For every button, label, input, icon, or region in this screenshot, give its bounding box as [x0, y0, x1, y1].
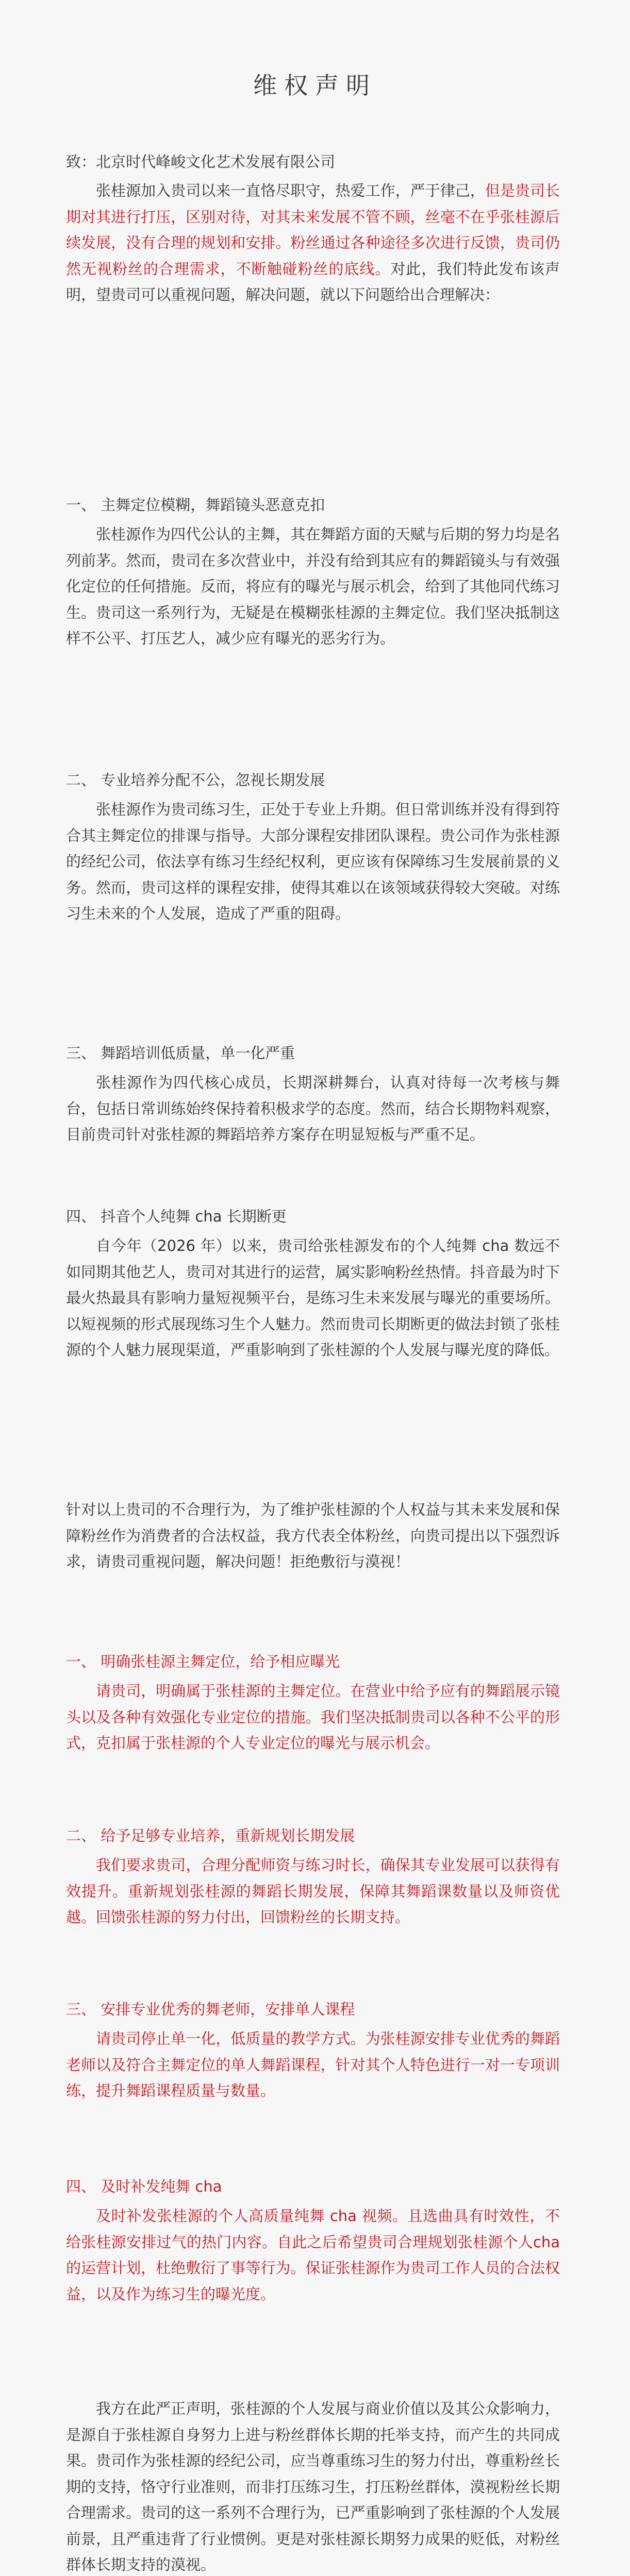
demand-2-body: 我们要求贵司，合理分配师资与练习时长，确保其专业发展可以获得有效提升。重新规划张桂源的舞蹈长期发展，保障其舞蹈课数量以及师资优越。回馈张桂源的努力付出，回馈粉丝的长期支持。: [66, 1856, 560, 1926]
addressee-line: 致：北京时代峰峻文化艺术发展有限公司: [66, 153, 336, 171]
demand-2-heading: 二、 给予足够专业培养，重新规划长期发展: [66, 1827, 355, 1844]
problem-4-heading: 四、 抖音个人纯舞 cha 长期断更: [66, 1208, 287, 1225]
intro-tail: 对此，我们特此发布该声明，望贵司可以重视问题，解决问题，就以下问题给出合理解决：: [66, 260, 560, 303]
demand-4-body: 及时补发张桂源的个人高质量纯舞 cha 视频。且选曲具有时效性，不给张桂源安排过气的热门内容。自此之后希望贵司合理规划张桂源个人cha的运营计划，杜绝敷衍了事等行为。保证张桂源作为贵司工作人员的合法权益，以及作为练习生的曝光度。: [66, 2207, 560, 2303]
problem-1-heading: 一、 主舞定位模糊，舞蹈镜头恶意克扣: [66, 496, 325, 514]
problem-3-heading: 三、 舞蹈培训低质量，单一化严重: [66, 1044, 295, 1062]
closing-paragraph-1: 我方在此严正声明，张桂源的个人发展与商业价值以及其公众影响力，是源自于张桂源自身努力上进与粉丝群体长期的托举支持，而产生的共同成果。贵司作为张桂源的经纪公司，应当尊重练习生的努力付出，尊重粉丝长期的支持，恪守行业准则，而非打压练习生，打压粉丝群体，漠视粉丝长期合理需求。贵司的这一系列不合理行为，已严重影响到了张桂源的个人发展前景，且严重违背了行业惯例。更是对张桂源长期努力成果的贬低，对粉丝群体长期支持的漠视。: [66, 2400, 560, 2573]
demand-4-heading: 四、 及时补发纯舞 cha: [66, 2178, 222, 2195]
demand-1-heading: 一、 明确张桂源主舞定位，给予相应曝光: [66, 1653, 340, 1670]
intro-text: 张桂源加入贵司以来一直恪尽职守，热爱工作，严于律己，: [96, 182, 485, 199]
demand-3-body: 请贵司停止单一化，低质量的教学方式。为张桂源安排专业优秀的舞蹈老师以及符合主舞定位的单人舞蹈课程，针对其个人特色进行一对一专项训练，提升舞蹈课程质量与数量。: [66, 2030, 560, 2099]
problem-2-heading: 二、 专业培养分配不公，忽视长期发展: [66, 771, 325, 789]
problem-3-body: 张桂源作为四代核心成员，长期深耕舞台，认真对待每一次考核与舞台，包括日常训练始终保持着积极求学的态度。然而，结合长期物料观察，目前贵司针对张桂源的舞蹈培养方案存在明显短板与严重不足。: [66, 1074, 560, 1143]
intro-paragraph: [66, 178, 560, 308]
statement-title: 维权声明: [253, 72, 377, 99]
problem-1-body: 张桂源作为四代公认的主舞，其在舞蹈方面的天赋与后期的努力均是名列前茅。然而，贵司在多次营业中，并没有给到其应有的舞蹈镜头与有效强化定位的任何措施。反而，将应有的曝光与展示机会，给到了其他同代练习生。贵司这一系列行为，无疑是在模糊张桂源的主舞定位。我们坚决抵制这样不公平、打压艺人，减少应有曝光的恶劣行为。: [66, 526, 560, 647]
demand-3-heading: 三、 安排专业优秀的舞老师，安排单人课程: [66, 2001, 355, 2018]
demand-1-body: 请贵司，明确属于张桂源的主舞定位。在营业中给予应有的舞蹈展示镜头以及各种有效强化专业定位的措施。我们坚决抵制贵司以各种不公平的形式，克扣属于张桂源的个人专业定位的曝光与展示机会。: [66, 1682, 560, 1752]
intro-highlight: 但是贵司长期对其进行打压，区别对待，对其未来发展不管不顾，丝毫不在乎张桂源后续发展，没有合理的规划和安排。粉丝通过各种途径多次进行反馈，贵司仍然无视粉丝的合理需求，不断触碰粉丝的底线。: [66, 182, 560, 278]
demands-intro: 针对以上贵司的不合理行为，为了维护张桂源的个人权益与其未来发展和保障粉丝作为消费者的合法权益，我方代表全体粉丝，向贵司提出以下强烈诉求，请贵司重视问题，解决问题！拒绝敷衍与漠视！: [66, 1501, 560, 1570]
problem-4-body: 自今年（2026 年）以来，贵司给张桂源发布的个人纯舞 cha 数远不如同期其他艺人，贵司对其进行的运营，属实影响粉丝热情。抖音最为时下最火热最具有影响力量短视频平台，是练习生未来发展与曝光的重要场所。以短视频的形式展现练习生个人魅力。然而贵司长期断更的做法封锁了张桂源的个人魅力展现渠道，严重影响到了张桂源的个人发展与曝光度的降低。: [66, 1237, 560, 1359]
problem-2-body: 张桂源作为贵司练习生，正处于专业上升期。但日常训练并没有得到符合其主舞定位的排课与指导。大部分课程安排团队课程。贵公司作为张桂源的经纪公司，依法享有练习生经纪权利，更应该有保障练习生发展前景的义务。然而，贵司这样的课程安排，使得其难以在该领域获得较大突破。对练习生未来的个人发展，造成了严重的阻碍。: [66, 801, 560, 922]
